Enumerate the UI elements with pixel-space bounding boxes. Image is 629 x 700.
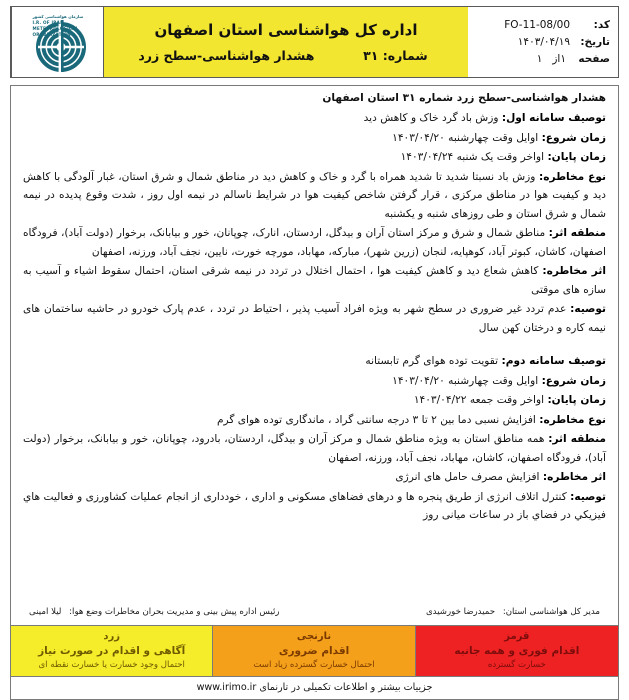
warning-number-value: ۳۱	[363, 48, 379, 63]
system-one-end-label: زمان پایان:	[547, 151, 606, 163]
warning-number	[363, 48, 434, 63]
header-title-cell	[103, 7, 468, 77]
system-two-advice	[23, 488, 606, 525]
signature-forecast-head	[29, 607, 279, 617]
system-two-description-value: تقویت توده هوای گرم تابستانه	[365, 355, 499, 367]
irimo-logo	[19, 11, 97, 73]
system-two-region-value: همه مناطق استان به ویژه مناطق شمال و مرکز آران و بیدگل، اردستان، بادرود، چوپانان، خور و بیابانک، برخوار (دولت آباد)، فرودگاه اصفهان، کاشان، مهاباد، نجف آباد، ورزنه، اصفهان	[23, 433, 606, 464]
legend-orange-action: اقدام ضروری	[278, 645, 350, 657]
signature-director-label: مدیر کل هواشناسی استان:	[502, 607, 600, 617]
section-spacer	[23, 338, 606, 352]
system-two-advice-value: کنترل اتلاف انرژی از طریق پنجره ها و درهای فضاهای مسکونی و اداری ، خودداری از انجام عملیات کشاورزی و فعالیت هاي فیزیکي در فضاي باز در ساعات میانی روز	[23, 490, 606, 521]
signature-director-name: حمیدرضا خورشیدی	[425, 607, 496, 617]
system-one-advice-label: توصیه:	[570, 303, 606, 315]
system-one-end-value: اواخر وقت یک شنبه ۱۴۰۳/۰۴/۲۴	[400, 151, 545, 163]
meta-date-value: ۱۴۰۳/۰۴/۱۹	[517, 35, 570, 48]
system-one-description	[23, 109, 606, 128]
system-one-start-value: اوایل وقت چهارشنبه ۱۴۰۳/۰۴/۲۰	[392, 131, 539, 144]
footer-text: جزییات بیشتر و اطلاعات تکمیلی در تارنمای	[259, 682, 433, 693]
system-one-advice	[23, 300, 606, 337]
system-one-effect	[23, 262, 606, 299]
signature-row	[23, 607, 606, 621]
legend-red-note: خسارت گسترده	[487, 660, 546, 670]
logo-text-line1: I.R. OF IRAN	[32, 20, 64, 25]
system-two-start	[23, 372, 606, 391]
legend-cell-yellow	[11, 626, 213, 676]
system-one-advice-value: عدم تردد غیر ضروری در سطح شهر به ویژه افراد آسیب پذیر ، احتیاط در تردد ، عدم پارک خودرو در حاشیه ساختمان های نیمه کاره و درختان کهن سال	[23, 303, 606, 334]
system-two-start-value: اوایل وقت چهارشنبه ۱۴۰۳/۰۴/۲۰	[392, 374, 539, 387]
document-header	[10, 6, 619, 78]
system-one-hazard-value: وزش باد نسبتا شدید تا شدید همراه با گرد و خاک و کاهش دید در مناطق شمال و شرق استان، غبار آلودگی با کاهش دید و کیفیت هوا در مناطق مرکزی ، قرار گرفتن شاخص کیفیت هوا در شرایط ناسالم در نیمه اول روز ، شدت وقوع پدیده در نیمه شمال و شرق استان و طی روزهای شنبه و یکشنبه	[23, 170, 606, 220]
logo-text-fa: سازمان هواشناسی کشور	[32, 14, 84, 19]
system-one-effect-label: اثر مخاطره:	[542, 265, 606, 277]
signature-director	[426, 607, 600, 617]
system-two-advice-label: توصیه:	[570, 490, 606, 503]
signature-forecast-head-label: رئیس اداره پیش بینی و مدیریت بحران مخاطرات وضع هوا:	[69, 607, 280, 617]
header-subtitle-row	[114, 48, 458, 63]
logo-cell	[11, 7, 103, 77]
document-footer	[10, 677, 619, 700]
warning-number-label: شماره:	[382, 48, 428, 63]
system-one-region	[23, 224, 606, 261]
legend-yellow-note: احتمال وجود خسارت یا خسارت نقطه ای	[38, 660, 185, 670]
system-one-start-label: زمان شروع:	[541, 131, 606, 144]
meta-code-value: FO-11-08/00	[504, 18, 570, 31]
system-two-end-value: اواخر وقت جمعه ۱۴۰۳/۰۴/۲۲	[413, 394, 545, 406]
legend-cell-orange	[213, 626, 415, 676]
meta-page-total: ۱	[536, 52, 543, 65]
document-title: هشدار هواشناسی-سطح زرد شماره ۳۱ استان اصفهان	[322, 92, 606, 104]
system-two-hazard	[23, 411, 606, 430]
system-two-effect	[23, 468, 606, 487]
organization-title: اداره کل هواشناسی استان اصفهان	[154, 21, 418, 39]
meta-date-row	[472, 34, 610, 51]
meta-date-label: تاریخ:	[580, 35, 610, 48]
meta-code-label: کد:	[593, 18, 610, 31]
legend-orange-name: نارنجی	[296, 631, 332, 642]
system-two-effect-label: اثر مخاطره:	[542, 471, 606, 483]
footer-url[interactable]: www.irimo.ir	[196, 682, 257, 693]
system-two-region	[23, 430, 606, 467]
system-two-description	[23, 352, 606, 371]
system-one-description-label: توصیف سامانه اول:	[501, 112, 606, 124]
system-one-effect-value: کاهش شعاع دید و کاهش کیفیت هوا ، احتمال اختلال در تردد در نیمه شرقی استان، احتمال سقوط اشیاء و آسیب به سازه های موقتی	[23, 265, 606, 296]
meta-page-of: از	[552, 52, 561, 65]
header-meta-cell	[468, 7, 618, 77]
warning-level-title: هشدار هواشناسی-سطح زرد	[138, 48, 315, 63]
system-one-end	[23, 148, 606, 167]
system-one-hazard-label: نوع مخاطره:	[538, 170, 606, 183]
body-content	[23, 92, 606, 607]
system-two-hazard-value: افزایش نسبی دما بین ۲ تا ۳ درجه سانتی گراد ، ماندگاری توده هوای گرم	[216, 413, 536, 426]
meta-page-label: صفحه	[578, 52, 610, 65]
legend-cell-red	[416, 626, 618, 676]
legend-red-action: اقدام فوری و همه جانبه	[454, 645, 580, 657]
meta-code-row	[472, 17, 610, 34]
system-two-end-label: زمان پایان:	[547, 394, 606, 406]
legend-yellow-action: آگاهی و اقدام در صورت نیاز	[38, 645, 186, 657]
system-two-end	[23, 391, 606, 410]
system-one-region-label: منطقه اثر:	[548, 227, 606, 239]
legend-orange-note: احتمال خسارت گسترده زیاد است	[253, 660, 375, 670]
meta-page-current: ۱	[560, 52, 566, 65]
system-two-effect-value: افزایش مصرف حامل های انرژی	[395, 471, 540, 483]
system-two-start-label: زمان شروع:	[541, 374, 606, 387]
legend-red-name: قرمز	[504, 631, 530, 642]
system-two-region-label: منطقه اثر:	[548, 433, 606, 445]
system-one-hazard	[23, 168, 606, 224]
signature-forecast-head-name: لیلا امینی	[29, 607, 62, 617]
system-one-description-value: وزش باد گرد خاک و کاهش دید	[363, 112, 499, 124]
system-two-description-label: توصیف سامانه دوم:	[501, 355, 606, 367]
logo-text-line3: ORGANIZATION	[32, 32, 71, 37]
legend-yellow-name: زرد	[103, 631, 121, 642]
document-body	[10, 85, 619, 625]
logo-text-line2: METEOROLOGICAL	[32, 26, 79, 31]
severity-legend	[10, 625, 619, 677]
logo-text	[33, 14, 95, 38]
system-two-hazard-label: نوع مخاطره:	[539, 413, 606, 426]
meta-page-row	[472, 51, 610, 68]
system-one-start	[23, 129, 606, 148]
system-one-region-value: مناطق شمال و شرق و مرکز استان آران و بیدگل، اردستان، انارک، چوپانان، خور و بیابانک، برخوار (دولت آباد)، فرودگاه اصفهان، کاشان، کبوتر آباد، کوهپایه، لنجان (زرین شهر)، مبارکه، مهاباد، مورچه خورت، نایین، نجف آباد، ورزنه، اصفهان	[23, 227, 606, 258]
